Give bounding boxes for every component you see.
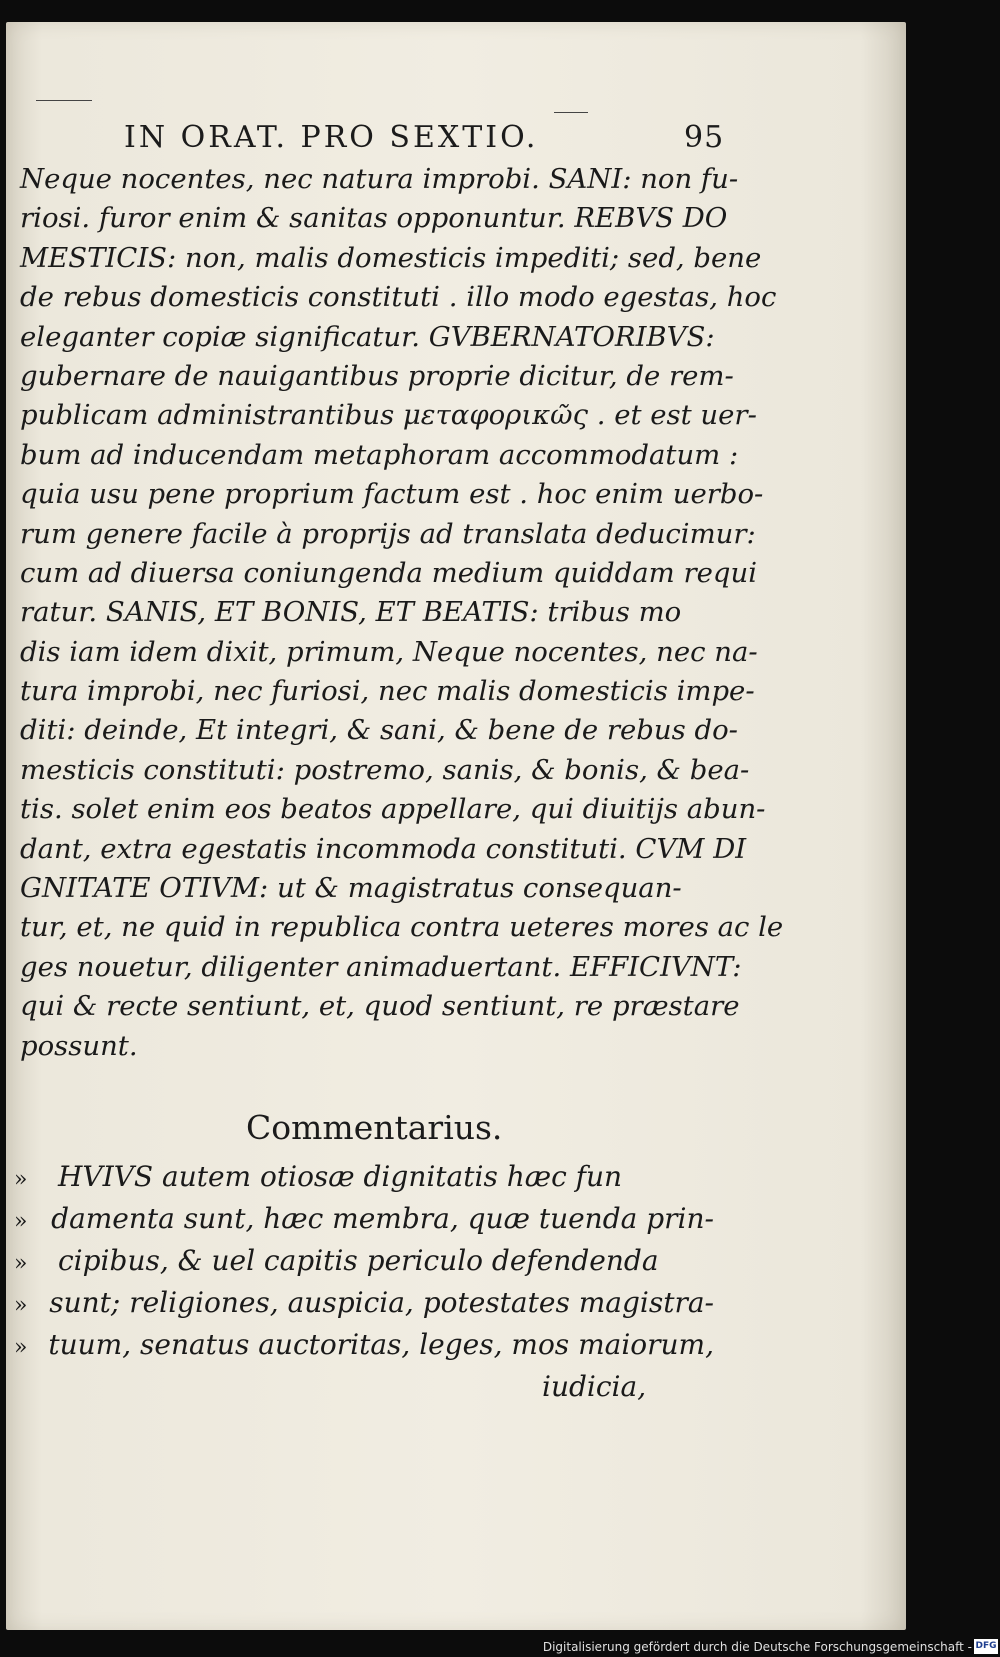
quote-marker: » — [14, 1251, 28, 1276]
commentary-line — [14, 1198, 714, 1240]
book-page — [6, 22, 906, 1630]
text-line: tis. solet enim eos beatos appellare, qui diuitijs abun- — [20, 793, 766, 826]
text-line: rum genere facile à proprijs ad translata deducimur: — [20, 517, 756, 550]
commentary-line — [14, 1240, 714, 1282]
text-line: ges nouetur, diligenter animaduertant. EFFICIVNT: — [20, 950, 742, 983]
text-line: mesticis constituti: postremo, sanis, & bonis, & bea- — [20, 753, 750, 786]
quote-marker: » — [14, 1167, 28, 1192]
text-line: publicam administrantibus μεταφορικῶς . et est uer- — [20, 399, 757, 432]
running-head-title: IN ORAT. PRO SEXTIO. — [124, 120, 539, 155]
commentary-line — [14, 1324, 714, 1366]
text-line: eleganter copiæ significatur. GVBERNATORIBVS: — [20, 320, 715, 353]
quote-marker: » — [14, 1209, 28, 1234]
text-line: dis iam idem dixit, primum, Neque nocentes, nec na- — [20, 635, 758, 668]
commentary-block — [14, 1156, 714, 1408]
text-line: Neque nocentes, nec natura improbi. SANI: non fu- — [20, 163, 739, 195]
commentary-line — [14, 1282, 714, 1324]
main-text — [20, 160, 784, 1066]
text-line: de rebus domesticis constituti . illo modo egestas, hoc — [20, 281, 777, 314]
text-line: ratur. SANIS, ET BONIS, ET BEATIS: tribus mo — [20, 596, 682, 629]
head-rule-left — [36, 100, 92, 101]
digitization-footer — [0, 1638, 1000, 1657]
commentary-line — [14, 1156, 714, 1198]
commentary-text: damenta sunt, hæc membra, quæ tuenda prin- — [51, 1202, 714, 1235]
section-heading: Commentarius. — [246, 1108, 503, 1147]
text-line: qui & recte sentiunt, et, quod sentiunt, re præstare — [20, 990, 740, 1023]
text-line: bum ad inducendam metaphoram accommodatum : — [20, 438, 739, 471]
footer-credit: Digitalisierung gefördert durch die Deutsche Forschungsgemeinschaft - — [542, 1640, 972, 1654]
commentary-text: tuum, senatus auctoritas, leges, mos maiorum, — [48, 1328, 714, 1361]
running-head — [124, 120, 724, 160]
text-line: dant, extra egestatis incommoda constituti. CVM DI — [20, 832, 747, 865]
text-line: cum ad diuersa coniungenda medium quiddam requi — [20, 556, 758, 589]
text-line: MESTICIS: non, malis domesticis impediti; sed, bene — [20, 241, 762, 274]
quote-marker: » — [14, 1293, 28, 1318]
text-line: diti: deinde, Et integri, & sani, & bene de rebus do- — [20, 714, 738, 747]
commentary-text: sunt; religiones, auspicia, potestates magistra- — [49, 1286, 714, 1319]
text-line: gubernare de nauigantibus proprie dicitur, de rem- — [20, 359, 734, 392]
catchword: iudicia, — [542, 1370, 647, 1403]
text-line: GNITATE OTIVM: ut & magistratus consequan- — [20, 872, 682, 905]
quote-marker: » — [14, 1335, 28, 1360]
text-line: tura improbi, nec furiosi, nec malis domesticis impe- — [20, 675, 755, 708]
commentary-text: HVIVS autem otiosæ dignitatis hæc fun — [58, 1160, 623, 1193]
text-line: riosi. furor enim & sanitas opponuntur. REBVS DO — [20, 202, 728, 235]
head-rule-center — [554, 112, 588, 113]
text-line: tur, et, ne quid in republica contra ueteres mores ac le — [20, 911, 784, 944]
commentary-text: cipibus, & uel capitis periculo defendenda — [58, 1244, 659, 1277]
page-number: 95 — [684, 120, 725, 155]
dfg-logo-icon: DFG — [974, 1639, 998, 1654]
text-line: quia usu pene proprium factum est . hoc enim uerbo- — [20, 478, 764, 511]
text-line: possunt. — [20, 1029, 138, 1062]
